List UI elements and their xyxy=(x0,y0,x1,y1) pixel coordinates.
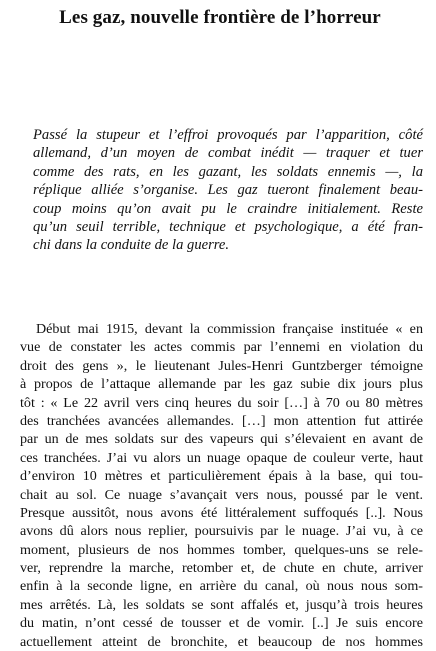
body-line: à propos de l’attaque allemande par les gaz subie dix jours plus xyxy=(20,376,423,393)
lead-line: réplique alliée s’organise. Les gaz tueront finalement beau- xyxy=(33,182,423,199)
body-line: par un de mes soldats sur des vapeurs qui s’élevaient en avant de xyxy=(20,431,423,448)
body-line: d’environ 10 mètres et particulièrement épais à la base, qui tou- xyxy=(20,468,423,485)
body-line: actuellement atteint de bronchite, et beaucoup de nos hommes xyxy=(20,633,423,650)
body-line: chait au sol. Ce nuage s’avançait vers nous, poussé par le vent. xyxy=(20,486,423,503)
body-line: du matin, n’ont cessé de tousser et de vomir. [..] Je suis encore xyxy=(20,615,423,632)
body-line: moment, plusieurs de nos hommes tomber, quelques-uns se rele- xyxy=(20,541,423,558)
article-body-paragraph xyxy=(20,320,423,651)
body-line: tôt : « Le 22 avril vers cinq heures du soir […] à 70 ou 80 mètres xyxy=(20,394,423,411)
article-lead-paragraph xyxy=(33,126,423,255)
body-line: vue de constater les actes commis par l’ennemi en violation du xyxy=(20,339,423,356)
body-line: Presque aussitôt, nous avons été littéralement suffoqués [..]. Nous xyxy=(20,504,423,521)
body-line: Début mai 1915, devant la commission française instituée « en xyxy=(36,321,423,337)
article-title: Les gaz, nouvelle frontière de l’horreur xyxy=(59,7,381,28)
lead-line: allemand, d’un moyen de combat inédit — traquer et tuer xyxy=(33,145,423,162)
body-line: ver, reprendre la marche, retomber et, de chute en chute, arriver xyxy=(20,560,423,577)
lead-line: chi dans la conduite de la guerre. xyxy=(33,237,230,254)
body-line: mes arrêtés. Là, les soldats se sont affalés et, jusqu’à trois heures xyxy=(20,596,423,613)
lead-line: Passé la stupeur et l’effroi provoqués par l’apparition, côté xyxy=(33,127,423,143)
body-line: ces tranchées. J’ai vu alors un nuage opaque de couleur verte, haut xyxy=(20,449,423,466)
body-line: des tranchées avancées allemandes. […] mon attention fut attirée xyxy=(20,412,423,429)
lead-line: qu’un seuil terrible, technique et psychologique, a été fran- xyxy=(33,218,423,235)
lead-line: coup moins qu’on avait pu le craindre initialement. Reste xyxy=(33,200,423,217)
body-line: enfin à la seconde ligne, en arrière du canal, où nous nous som- xyxy=(20,578,423,595)
body-line: droit des gens », le lieutenant Jules-Henri Guntzberger témoigne xyxy=(20,357,423,374)
lead-line: comme des rats, en les gazant, les soldats ennemis —, la xyxy=(33,163,423,180)
body-line: avons dû alors nous replier, poursuivis par le nuage. J’ai vu, à ce xyxy=(20,523,423,540)
